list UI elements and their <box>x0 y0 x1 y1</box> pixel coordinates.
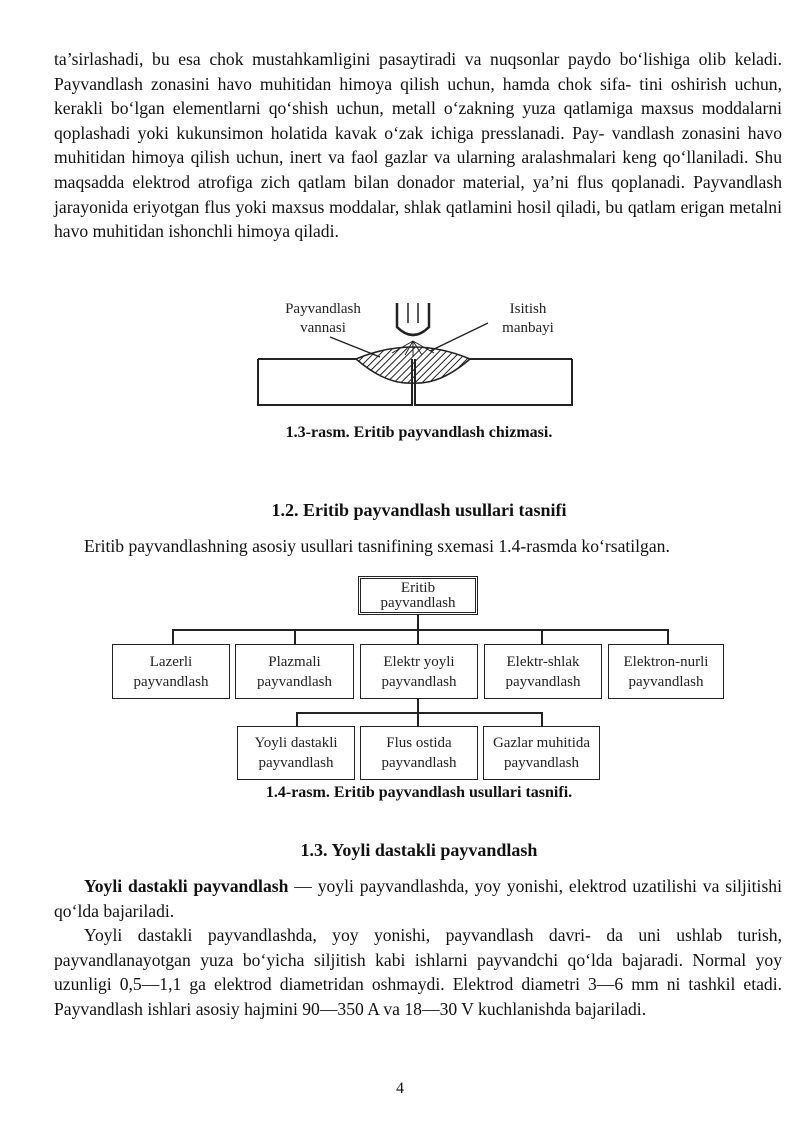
node-label-line1: Eritib <box>400 579 436 596</box>
node-label-line2: payvandlash <box>133 673 209 690</box>
node-label-line2: payvandlash <box>257 673 332 690</box>
node-label-line1: Gazlar muhitida <box>492 735 591 751</box>
node-label-line2: payvandlash <box>505 673 581 690</box>
paragraph-classification-intro: Eritib payvandlashning asosiy usullari tasnifining sxemasi 1.4-rasmda ko‘rsatilgan. <box>84 536 670 556</box>
node-label-line2: payvandlash <box>380 594 456 611</box>
paragraph-intro: ta’sirlashadi, bu esa chok mustahkamligini pasaytiradi va nuqsonlar paydo bo‘lishiga olib keladi. Payvandlash zonasini havo muhitidan himoya qilish uchun, hamda chok sifa- tini oshirish uchun, kerakli bo‘lgan elementlarni qo‘shish uchun, metall o‘zakning yuza qatlamiga maxsus moddalarni qoplashadi yoki kukunsimon holatida kavak o‘zak ichiga presslanadi. Pay- vandlash zonasini havo muhitidan himoya qilish uchun, inert va faol gazlar va ularning aralashmalari keng qo‘llaniladi. Shu maqsadda elektrod atrofiga zich qatlam bilan donador material, ya’ni flus qoplanadi. Payvandlash jarayonida eriyotgan flus yoki maxsus moddalar, shlak qatlamini hosil qiladi, bu qatlam erigan metalni havo muhitidan ishonchli himoya qiladi. <box>54 49 782 242</box>
term-bold: Yoyli dastakli payvandlash <box>84 876 289 896</box>
label-weld-pool-line1: Payvandlash <box>285 301 361 317</box>
page-number: 4 <box>396 1080 404 1097</box>
figure-1-4-caption: 1.4-rasm. Eritib payvandlash usullari tasnifi. <box>265 784 573 801</box>
node-plazmali <box>235 644 354 699</box>
paragraph-details: Yoyli dastakli payvandlashda, yoy yonishi, payvandlash davri- da uni ushlab turish, payvandlanayotgan yuza bo‘yicha siljitish kabi ishlarni payvandchi qo‘lda bajaradi. Normal yoy uzunligi 0,5—1,1 ga elektrod diametridan oshmaydi. Elektrod diametri 3—6 mm ni tashkil etadi. Payvandlash ishlari asosiy hajmini 90—350 A va 18—30 V kuchlanishda bajariladi. <box>54 925 782 1019</box>
node-label-line1: Elektron-nurli <box>623 653 709 670</box>
node-flus-ostida <box>360 726 478 780</box>
node-label-line2: payvandlash <box>381 755 457 771</box>
node-label-line1: Lazerli <box>149 653 193 670</box>
paragraph-definition <box>54 874 782 923</box>
node-label-line1: Elektr-shlak <box>506 653 580 670</box>
node-label-line2: payvandlash <box>381 673 457 690</box>
node-yoyli-dastakli <box>237 726 355 780</box>
welding-diagram <box>0 295 800 415</box>
node-label-line2: payvandlash <box>628 673 704 690</box>
node-label-line2: payvandlash <box>504 755 579 771</box>
label-weld-pool-line2: vannasi <box>300 320 346 336</box>
node-label-line1: Elektr yoyli <box>383 653 455 670</box>
node-elektr-yoyli <box>360 644 478 699</box>
label-heat-source-line1: Isitish <box>509 301 547 317</box>
node-label-line2: payvandlash <box>258 755 334 771</box>
node-elektron-nurli <box>608 644 724 699</box>
label-heat-source-line2: manbayi <box>502 320 554 336</box>
node-eritib-payvandlash <box>358 576 478 615</box>
node-gazlar-muhitida <box>483 726 600 780</box>
section-heading-1-3: 1.3. Yoyli dastakli payvandlash <box>300 840 538 860</box>
node-label-line1: Yoyli dastakli <box>254 735 338 751</box>
node-lazerli <box>112 644 230 699</box>
section-heading-1-2: 1.2. Eritib payvandlash usullari tasnifi <box>271 500 567 520</box>
node-elektr-shlak <box>484 644 602 699</box>
node-label-line1: Flus ostida <box>386 735 452 751</box>
node-label-line1: Plazmali <box>268 653 321 670</box>
definition-text: — yoyli payvandlashda, yoy yonishi, elektrod uzatilishi va siljitishi qo‘lda bajariladi. <box>54 876 782 921</box>
figure-1-3-caption: 1.3-rasm. Eritib payvandlash chizmasi. <box>285 424 553 441</box>
